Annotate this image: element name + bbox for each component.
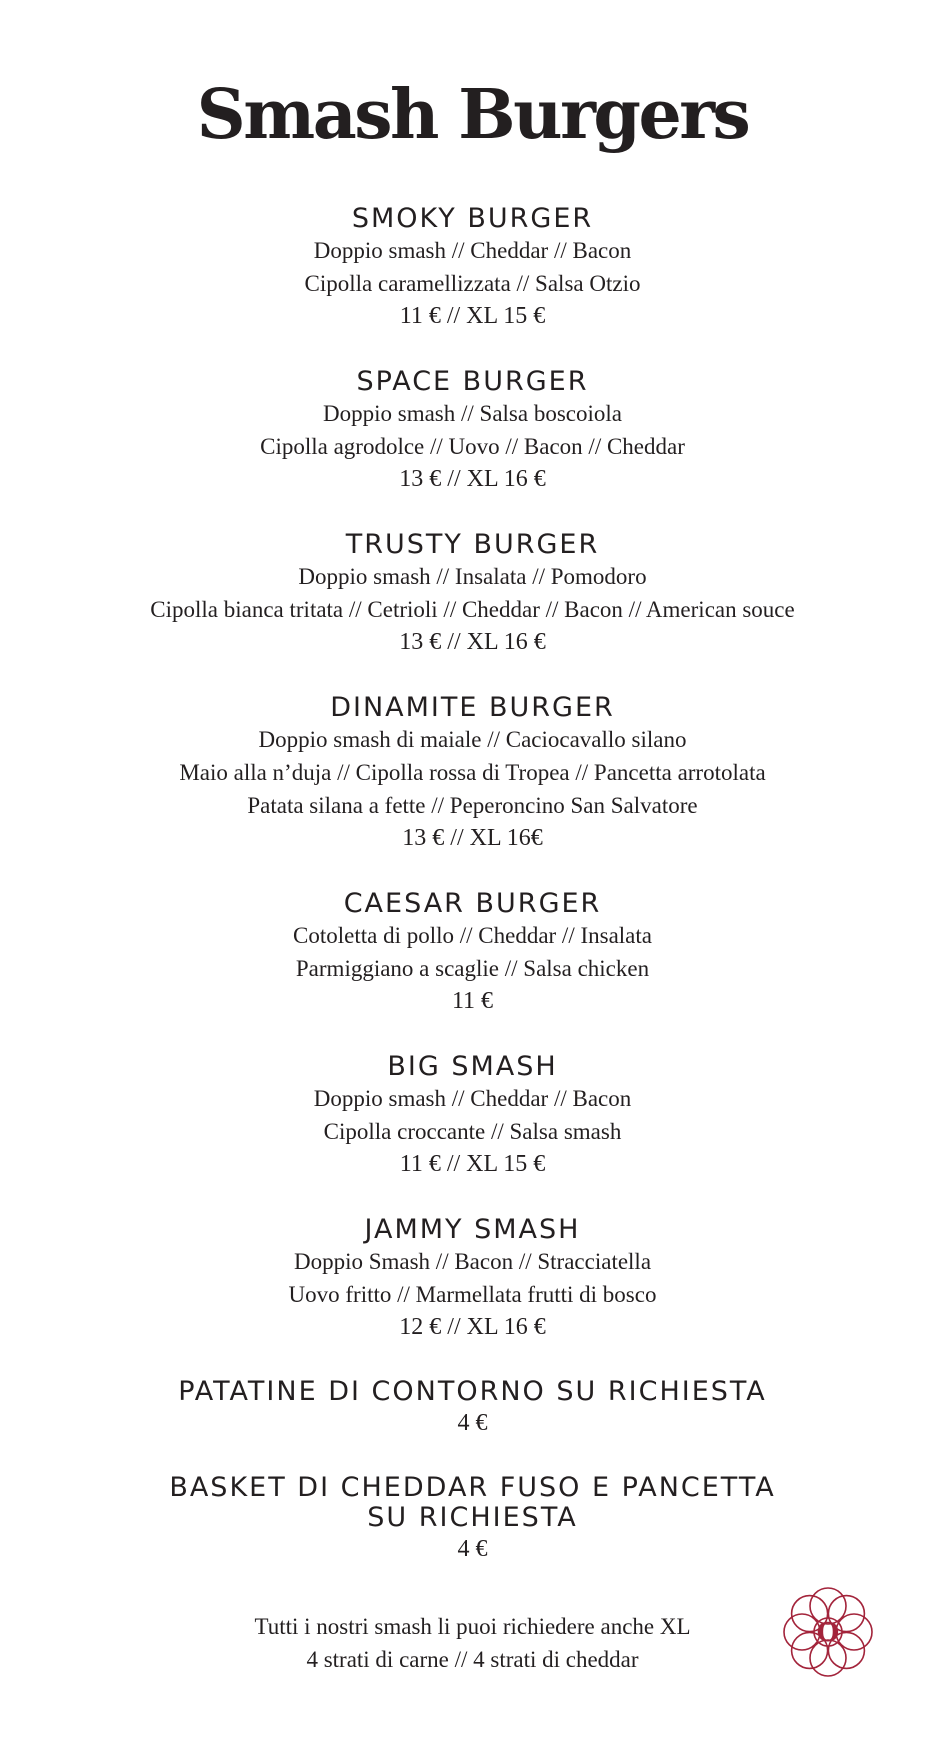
item-description: Doppio smash // Cheddar // Bacon [313, 238, 632, 263]
menu-item-space-burger [0, 367, 945, 496]
item-name: JAMMY SMASH [364, 1214, 581, 1245]
footer-line: Tutti i nostri smash li puoi richiedere anche XL [254, 1614, 691, 1639]
item-name: SPACE BURGER [356, 366, 589, 397]
item-description: Doppio Smash // Bacon // Stracciatella [293, 1249, 652, 1274]
item-description: Cipolla agrodolce // Uovo // Bacon // Cheddar [260, 434, 685, 459]
logo-letter: O [816, 1618, 840, 1648]
item-price: 12 € // XL 16 € [399, 1314, 546, 1340]
extra-price: 4 € [457, 1536, 488, 1562]
item-description: Cipolla caramellizzata // Salsa Otzio [304, 271, 641, 296]
item-price: 13 € // XL 16 € [399, 629, 546, 655]
menu-item-caesar-burger [0, 889, 945, 1018]
item-description: Doppio smash // Insalata // Pomodoro [298, 564, 647, 589]
menu-item-dinamite-burger [0, 693, 945, 855]
menu-item-jammy-smash [0, 1215, 945, 1344]
page-title: Smash Burgers [196, 75, 749, 155]
item-name: CAESAR BURGER [343, 888, 602, 919]
menu-item-smoky-burger [0, 204, 945, 333]
extra-name: SU RICHIESTA [367, 1502, 578, 1533]
item-description: Uovo fritto // Marmellata frutti di bosco [288, 1282, 657, 1307]
item-description: Parmiggiano a scaglie // Salsa chicken [295, 956, 650, 981]
extra-basket-cheddar [0, 1473, 945, 1566]
item-price: 11 € [451, 988, 494, 1014]
extra-name: BASKET DI CHEDDAR FUSO E PANCETTA [169, 1472, 776, 1503]
item-price: 13 € // XL 16 € [399, 466, 546, 492]
footer-line: 4 strati di carne // 4 strati di cheddar [306, 1647, 639, 1672]
item-description: Cipolla croccante // Salsa smash [323, 1119, 622, 1144]
item-name: DINAMITE BURGER [330, 692, 615, 723]
item-price: 13 € // XL 16€ [402, 825, 543, 851]
item-price: 11 € // XL 15 € [399, 1151, 546, 1177]
item-description: Doppio smash // Cheddar // Bacon [313, 1086, 632, 1111]
extra-patatine [0, 1377, 945, 1440]
item-description: Patata silana a fette // Peperoncino San Salvatore [247, 793, 698, 818]
item-name: SMOKY BURGER [351, 203, 594, 234]
menu-item-trusty-burger [0, 530, 945, 659]
item-description: Doppio smash di maiale // Caciocavallo silano [258, 727, 687, 752]
item-name: TRUSTY BURGER [345, 529, 600, 560]
item-name: BIG SMASH [387, 1051, 558, 1082]
restaurant-logo-icon [772, 1576, 884, 1688]
extra-name: PATATINE DI CONTORNO SU RICHIESTA [178, 1376, 767, 1407]
item-description: Doppio smash // Salsa boscoiola [323, 401, 622, 426]
menu-item-big-smash [0, 1052, 945, 1181]
item-description: Cotoletta di pollo // Cheddar // Insalata [293, 923, 652, 948]
item-price: 11 € // XL 15 € [399, 303, 546, 329]
extra-price: 4 € [457, 1410, 488, 1436]
item-description: Maio alla n’duja // Cipolla rossa di Tropea // Pancetta arrotolata [179, 760, 766, 785]
item-description: Cipolla bianca tritata // Cetrioli // Cheddar // Bacon // American souce [150, 597, 795, 622]
